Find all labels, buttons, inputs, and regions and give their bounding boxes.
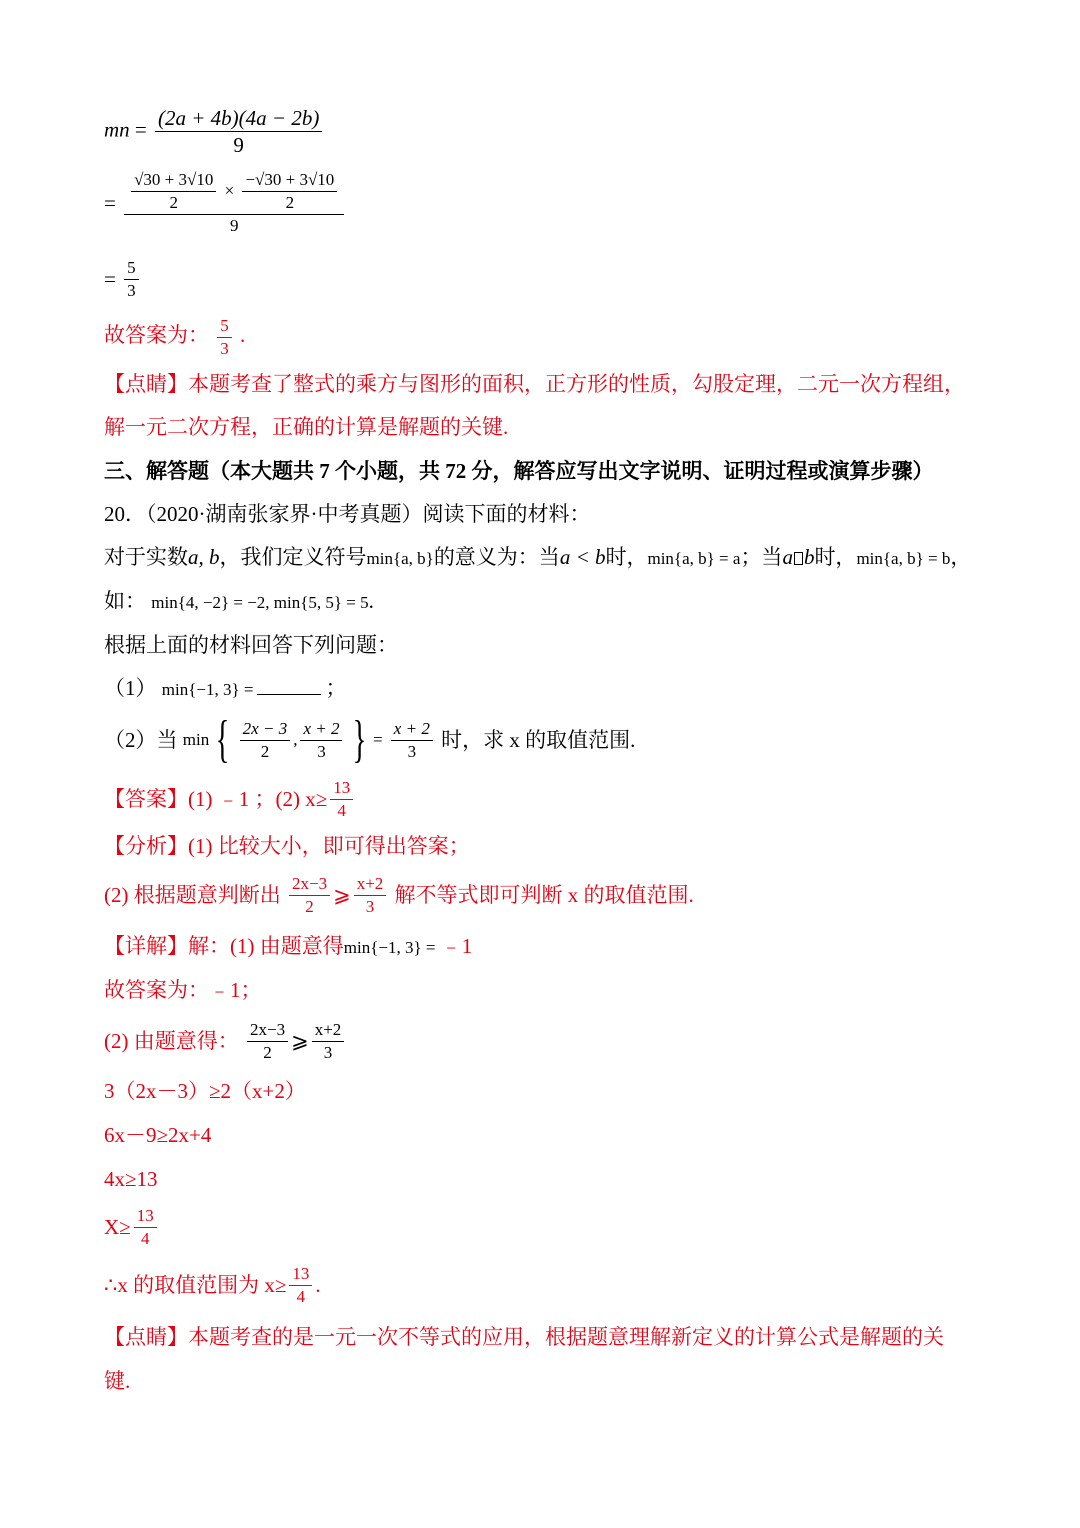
def-math5a: a <box>782 545 793 569</box>
mn-lhs: mn <box>104 117 130 142</box>
part2-comma: , <box>293 730 298 749</box>
section3-title: 三、解答题（本大题共 7 个小题，共 72 分，解答应写出文字说明、证明过程或演算步骤） <box>104 459 934 483</box>
detail20-step4-num: 13 <box>134 1206 157 1228</box>
part2-frac1-num: 2x − 3 <box>240 719 291 741</box>
detail20-concl-tail: . <box>315 1273 321 1298</box>
detail20-line3-pre: (2) 由题意得： <box>104 1029 239 1054</box>
detail20-pre: 解：(1) 由题意得 <box>188 934 344 958</box>
answer19-fraction <box>217 316 232 358</box>
detail20-frac1 <box>247 1020 288 1062</box>
work-step2-line <box>104 170 347 236</box>
detail20-line1 <box>104 931 472 963</box>
def-math6: min{a, b} = b <box>856 549 951 568</box>
step3-equals: = <box>104 267 116 292</box>
step3-num: 5 <box>124 258 139 280</box>
work-step3-line <box>104 258 142 300</box>
analysis20-frac1-num: 2x−3 <box>289 874 330 896</box>
step2-big-fraction <box>124 170 344 236</box>
part1-tail: ； <box>325 676 347 700</box>
answer20-line <box>104 778 356 820</box>
def-text1: 对于实数 <box>104 545 188 569</box>
def-text5: ；当 <box>740 545 783 569</box>
answer19-num: 5 <box>217 316 232 338</box>
mn-fraction <box>155 106 322 157</box>
analysis20-line2 <box>104 874 694 916</box>
answer19-label: 故答案为： <box>104 322 209 347</box>
comment20-line1 <box>104 1322 944 1352</box>
detail20-line3 <box>104 1020 347 1062</box>
analysis20-text1: (1) 比较大小，即可得出答案； <box>188 834 470 858</box>
step2-frac1 <box>131 170 216 212</box>
analysis20-frac2-num: x+2 <box>354 874 387 896</box>
step2-frac2-num: −√30 + 3√10 <box>245 170 335 189</box>
analysis20-frac1 <box>289 874 330 916</box>
def-text2: ，我们定义符号 <box>219 545 367 569</box>
answer20-tag: 【答案】 <box>104 787 188 812</box>
comment20-line2: 键. <box>104 1369 131 1393</box>
step2-frac1-den: 2 <box>131 191 216 213</box>
work-mn-line <box>104 106 325 157</box>
q20-part2 <box>104 711 636 768</box>
answer20-fraction <box>330 778 353 820</box>
answer20-num: 13 <box>330 778 353 800</box>
example-math: min{4, −2} = −2, min{5, 5} = 5 <box>151 593 369 612</box>
analysis20-tag: 【分析】 <box>104 834 188 858</box>
part2-frac2 <box>300 719 342 761</box>
analysis20-line1 <box>104 831 470 861</box>
part2-label: （2）当 <box>104 728 178 752</box>
step2-frac2 <box>242 170 337 212</box>
detail20-result: ﹣1 <box>440 934 473 958</box>
def-math2: min{a, b} <box>366 549 434 568</box>
analysis20-pre: (2) 根据题意判断出 <box>104 883 281 908</box>
part2-frac1-den: 2 <box>260 741 270 761</box>
step2-equals: = <box>104 190 116 215</box>
part2-frac3 <box>391 719 433 761</box>
step3-den: 3 <box>127 280 136 300</box>
analysis20-frac2 <box>354 874 387 916</box>
part2-min: min <box>182 730 210 749</box>
part2-frac2-den: 3 <box>317 741 326 761</box>
part1-label: （1） <box>104 676 157 700</box>
part2-frac3-den: 3 <box>407 741 417 761</box>
detail20-conclusion <box>104 1264 321 1306</box>
detail20-frac2-den: 3 <box>323 1042 333 1062</box>
comment19-text1: 本题考查了整式的乘方与图形的面积，正方形的性质，勾股定理，二元一次方程组， <box>188 372 965 396</box>
def-math5b: b <box>803 545 815 569</box>
detail20-frac2 <box>312 1020 345 1062</box>
detail20-frac2-num: x+2 <box>312 1020 345 1042</box>
comment19-line2: 解一元二次方程，正确的计算是解题的关键. <box>104 415 509 439</box>
detail20-step1: 3（2x－3）≥2（x+2） <box>104 1079 306 1103</box>
example-label: 如： <box>104 589 146 613</box>
comment19-line1 <box>104 369 965 399</box>
detail20-step4 <box>104 1206 160 1248</box>
mn-numerator: (2a + 4b)(4a − 2b) <box>155 106 322 132</box>
mn-equals: = <box>134 117 147 142</box>
part1-answer-blank <box>257 676 321 695</box>
def-text7: ， <box>950 545 972 569</box>
def-text4: 时， <box>605 545 648 569</box>
detail20-tag: 【详解】 <box>104 934 188 958</box>
def-text6: 时， <box>814 545 857 569</box>
step3-fraction <box>124 258 139 300</box>
step2-frac1-num: √30 + 3√10 <box>134 170 214 189</box>
part2-frac3-num: x + 2 <box>391 719 433 741</box>
left-brace-icon: { <box>216 711 230 768</box>
q20-header: 20．（2020·湖南张家界·中考真题）阅读下面的材料： <box>104 502 591 526</box>
detail20-step4-den: 4 <box>140 1228 150 1248</box>
part1-math: min{−1, 3} = <box>161 680 254 699</box>
detail20-concl-num: 13 <box>289 1264 312 1286</box>
step2-denominator: 9 <box>229 216 239 236</box>
step2-frac2-den: 2 <box>242 191 337 213</box>
detail20-step4-pre: X≥ <box>104 1215 131 1240</box>
right-brace-icon: } <box>352 711 367 768</box>
detail20-step3: 4x≥13 <box>104 1167 158 1191</box>
answer20-den: 4 <box>337 800 346 820</box>
q20-example <box>104 586 374 618</box>
analysis20-frac1-den: 2 <box>305 896 314 916</box>
detail20-step4-frac <box>134 1206 157 1248</box>
part2-tail: 时，求 x 的取值范围. <box>441 728 636 752</box>
detail20-frac1-den: 2 <box>263 1042 272 1062</box>
part2-equals: = <box>372 730 383 749</box>
detail20-math: min{−1, 3} = <box>343 938 436 957</box>
answer19-den: 3 <box>220 338 229 358</box>
missing-glyph-icon <box>794 552 803 565</box>
detail20-concl-den: 4 <box>296 1286 306 1306</box>
comment20-tag: 【点睛】 <box>104 1325 188 1349</box>
q20-prompt: 根据上面的材料回答下列问题： <box>104 633 398 657</box>
detail20-geq: ⩾ <box>291 1029 309 1054</box>
detail20-line2: 故答案为：﹣1； <box>104 978 262 1002</box>
def-text3: 的意义为：当 <box>433 545 560 569</box>
answer20-text: (1) ﹣1 ；(2) x≥ <box>188 787 328 812</box>
part2-frac2-num: x + 2 <box>300 719 342 741</box>
q20-part1 <box>104 673 346 705</box>
example-tail: . <box>368 589 374 613</box>
answer19-line <box>104 316 245 358</box>
detail20-concl-frac <box>289 1264 312 1306</box>
step2-times: × <box>224 180 235 200</box>
def-math4: min{a, b} = a <box>647 549 741 568</box>
analysis20-frac2-den: 3 <box>365 896 375 916</box>
answer19-tail: . <box>240 322 246 347</box>
detail20-concl-pre: ∴x 的取值范围为 x≥ <box>104 1273 287 1298</box>
q20-definition <box>104 542 971 574</box>
analysis20-post: 解不等式即可判断 x 的取值范围. <box>394 883 694 908</box>
analysis20-geq: ⩾ <box>333 883 351 908</box>
detail20-step2: 6x－9≥2x+4 <box>104 1123 212 1147</box>
detail20-frac1-num: 2x−3 <box>247 1020 288 1042</box>
def-math3: a < b <box>559 545 606 569</box>
mn-denominator: 9 <box>233 133 244 158</box>
comment19-tag: 【点睛】 <box>104 372 188 396</box>
part2-frac1 <box>240 719 291 761</box>
comment20-text1: 本题考查的是一元一次不等式的应用，根据题意理解新定义的计算公式是解题的关 <box>188 1325 944 1349</box>
def-math1: a, b <box>188 545 220 569</box>
